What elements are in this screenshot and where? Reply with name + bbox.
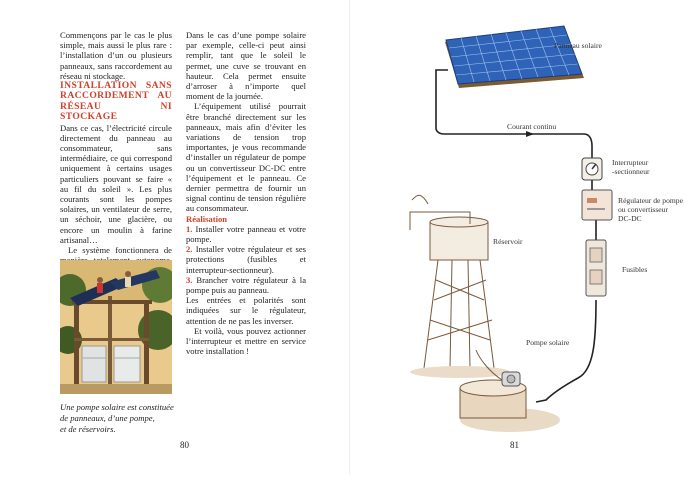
right-page: [350, 0, 700, 475]
body-paragraph-5: L’équipement utilisé pourrait être branché directement sur les panneaux, mais afin d’éviter les variations de tension trop importantes, je vous recommande d’installer un régulateur de pompe ou un convertisseur DC-DC entre l’équipement et le panneau. Ce dernier permettra de fournir un signal continu de tension régulière au consommateur.: [186, 101, 306, 214]
body-paragraph-2: Dans ce cas, l’électricité circule directement du panneau au consommateur, sans intermédiaire, ce qui correspond uniquement à certains usages particuliers pouvant se faire « au fil du soleil ». Les plus courants sont les pompes solaires, un ventilateur de serre, un séchoir, une glacière, ou encore un moulin à farine artisanal…: [60, 122, 172, 245]
step-text: Brancher votre régulateur à la pompe puis au panneau.: [186, 274, 307, 296]
solar-pump-photo: [60, 260, 172, 394]
regulator-icon: [582, 190, 612, 220]
realisation-title: Réalisation: [186, 213, 228, 224]
text-column-2: [186, 30, 306, 357]
caption-line: de panneaux, d’une pompe,: [60, 413, 155, 423]
caption-line: et de réservoirs.: [60, 424, 116, 434]
page-number-right: 81: [510, 440, 519, 450]
step-3: [186, 275, 306, 295]
photo-caption: [60, 402, 180, 435]
step-number: 1.: [186, 223, 193, 234]
label-fuses: Fusibles: [622, 265, 648, 274]
step-1: [186, 224, 306, 244]
label-switch-line: Interrupteur: [612, 158, 649, 167]
step-text: Installer votre régulateur et ses protections (fusibles et interrupteur-sectionneur).: [186, 244, 306, 275]
left-page: [0, 0, 350, 475]
label-switch: [612, 158, 650, 176]
water-tower-icon: [410, 195, 494, 368]
section-heading: INSTALLATION SANS RACCORDEMENT AU RÉSEAU NI STOCKAGE: [60, 80, 172, 123]
label-regulator-line: DC-DC: [618, 214, 642, 223]
step-2: [186, 244, 306, 275]
pump-icon: [460, 350, 560, 432]
label-regulator: [618, 196, 683, 223]
solar-panel-icon: [445, 26, 584, 88]
body-paragraph-3: Le système fonctionnera de: [68, 245, 172, 256]
label-panel: Panneau solaire: [554, 41, 602, 50]
text-column-1: [60, 30, 172, 286]
caption-line: Une pompe solaire est constituée: [60, 402, 174, 412]
label-regulator-line: Régulateur de pompe: [618, 196, 683, 205]
intro-paragraph: Commençons par le cas le plus simple, mais aussi le plus rare : l’installation d’un ou plusieurs panneaux, sans raccordement au réseau ni stockage.: [60, 30, 172, 81]
step-number: 2.: [186, 244, 193, 255]
ground-shadow: [410, 366, 510, 378]
solar-system-diagram: [350, 0, 700, 475]
page-number-left: 80: [180, 440, 189, 450]
cable-fuses-pump: [536, 300, 596, 402]
label-switch-line: -sectionneur: [612, 167, 650, 176]
label-current: Courant continu: [507, 122, 557, 131]
fuses-icon: [586, 240, 606, 296]
body-paragraph-6: Les entrées et polarités sont indiquées sur le régulateur, attention de ne pas les inverser.: [186, 295, 306, 326]
step-number: 3.: [186, 274, 193, 285]
body-paragraph-4: Dans le cas d’une pompe solaire par exemple, celle-ci peut ainsi remplir, tant que le soleil le permet, une cuve se trouvant en hauteur. Cela permet ensuite d’arroser à n’importe quel moment de la journée.: [186, 30, 306, 102]
label-pump: Pompe solaire: [526, 338, 570, 347]
label-tank: Réservoir: [493, 237, 523, 246]
arrow-icon: [526, 131, 534, 137]
label-regulator-line: ou convertisseur: [618, 205, 668, 214]
body-paragraph-7: Et voilà, vous pouvez actionner l’interrupteur et mettre en service votre installation !: [186, 325, 306, 357]
step-text: Installer votre panneau et votre pompe.: [186, 223, 306, 245]
switch-icon: [582, 158, 602, 180]
